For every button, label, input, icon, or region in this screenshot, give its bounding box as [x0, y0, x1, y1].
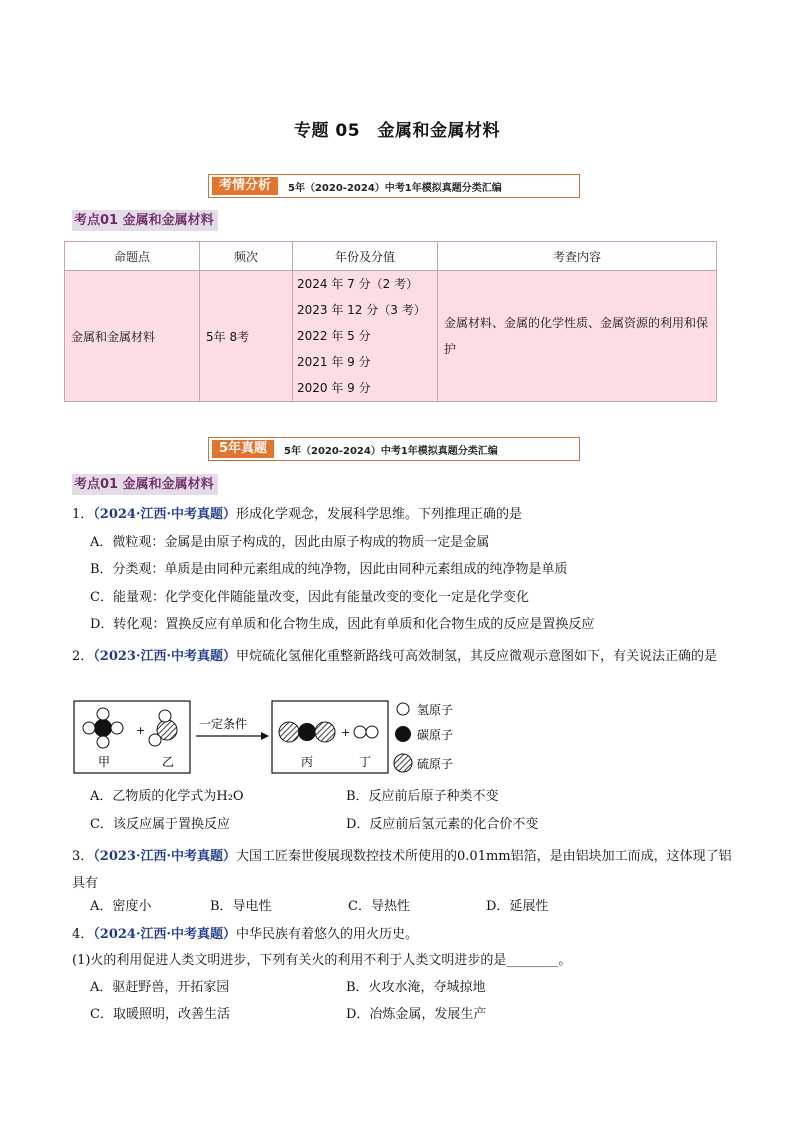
question-source: （2023·江西·中考真题）: [93, 849, 237, 864]
question-3: [72, 843, 732, 897]
question-source: （2024·江西·中考真题）: [93, 927, 237, 942]
plus-sign: +: [341, 726, 351, 739]
legend-hydrogen: 氢原子: [417, 703, 454, 717]
legend-sulfur-icon: [394, 754, 412, 772]
question-1: [72, 506, 732, 524]
reaction-diagram: [73, 700, 473, 776]
banner-tag: 考情分析: [212, 177, 278, 195]
table-cell-years: [293, 271, 438, 402]
year-score: 2020 年 9 分: [297, 381, 371, 395]
option: A．乙物质的化学式为H₂O: [90, 789, 244, 804]
hydrogen-atom: [83, 722, 95, 734]
carbon-atom: [298, 723, 316, 741]
option: D．转化观：置换反应有单质和化合物生成，因此有单质和化合物生成的反应是置换反应: [90, 617, 595, 632]
banner-text: 5年（2020-2024）中考1年模拟真题分类汇编: [284, 445, 498, 457]
analysis-table: [64, 241, 717, 402]
hydrogen-atom: [97, 708, 109, 720]
option: C．取暖照明，改善生活: [90, 1007, 230, 1022]
label-ding: 丁: [359, 755, 372, 769]
table-header-row: [65, 242, 717, 271]
table-header: 考查内容: [438, 242, 717, 271]
legend-carbon: 碳原子: [417, 728, 454, 742]
option: A．微粒观：金属是由原子构成的，因此由原子构成的物质一定是金属: [90, 535, 490, 550]
hydrogen-atom: [111, 722, 123, 734]
question-stem: 中华民族有着悠久的用火历史。: [236, 927, 419, 942]
hydrogen-atom: [354, 726, 366, 738]
section-heading: 考点01 金属和金属材料: [72, 474, 218, 495]
year-score: 2022 年 5 分: [297, 329, 371, 343]
year-score: 2021 年 9 分: [297, 355, 371, 369]
option: B．分类观：单质是由同种元素组成的纯净物，因此由同种元素组成的纯净物是单质: [90, 562, 568, 577]
question-stem: 形成化学观念，发展科学思维。下列推理正确的是: [236, 507, 523, 522]
hydrogen-atom: [97, 736, 109, 748]
question-stem: 大国工匠秦世俊展现数控技术所使用的0.01mm铝箔，是由铝块加工而成，这体现了铝具有: [72, 849, 732, 891]
banner-text: 5年（2020-2024）中考1年模拟真题分类汇编: [288, 182, 502, 194]
option: D．延展性: [486, 899, 549, 914]
question-source: （2023·江西·中考真题）: [93, 649, 237, 664]
question-4: [72, 926, 732, 944]
option: B．反应前后原子种类不变: [346, 789, 499, 804]
legend-sulfur: 硫原子: [417, 757, 454, 771]
legend-carbon-icon: [395, 726, 411, 742]
sulfur-atom: [279, 722, 299, 742]
question-number: 3．: [72, 849, 94, 864]
question-2: [72, 643, 732, 670]
page-title: 专题 05 金属和金属材料: [293, 121, 501, 141]
table-header: 年份及分值: [293, 242, 438, 271]
option: D．冶炼金属，发展生产: [346, 1007, 487, 1022]
sulfur-atom: [315, 722, 335, 742]
question-number: 4．: [72, 927, 94, 942]
plus-sign: +: [136, 724, 146, 737]
option: D．反应前后氢元素的化合价不变: [346, 817, 539, 832]
hydrogen-atom: [366, 726, 378, 738]
label-bing: 丙: [301, 755, 314, 769]
section-heading: 考点01 金属和金属材料: [72, 210, 218, 231]
sub-question: (1)火的利用促进人类文明进步，下列有关火的利用不利于人类文明进步的是________。: [72, 953, 572, 968]
option: C．能量观：化学变化伴随能量改变，因此有能量改变的变化一定是化学变化: [90, 590, 529, 605]
carbon-atom: [94, 719, 112, 737]
question-source: （2024·江西·中考真题）: [93, 507, 237, 522]
arrow-head: [261, 732, 269, 740]
table-header: 命题点: [65, 242, 200, 271]
question-stem: 甲烷硫化氢催化重整新路线可高效制氢，其反应微观示意图如下，有关说法正确的是: [236, 649, 718, 664]
banner-analysis: [208, 174, 580, 198]
banner-real-exam: [208, 437, 580, 461]
option: B．火攻水淹，夺城掠地: [346, 980, 486, 995]
table-header: 频次: [200, 242, 293, 271]
table-row: [65, 271, 717, 402]
option: B．导电性: [210, 899, 272, 914]
legend-hydrogen-icon: [397, 703, 409, 715]
hydrogen-atom: [159, 710, 171, 722]
year-score: 2023 年 12 分（3 考）: [297, 303, 426, 317]
option: C．该反应属于置换反应: [90, 817, 230, 832]
question-number: 2．: [72, 649, 94, 664]
hydrogen-atom: [149, 734, 161, 746]
table-cell-topic: 金属和金属材料: [65, 271, 200, 402]
option: A．驱赶野兽，开拓家园: [90, 980, 230, 995]
reaction-condition: 一定条件: [199, 717, 248, 731]
option: C．导热性: [348, 899, 410, 914]
label-yi: 乙: [162, 755, 175, 769]
year-score: 2024 年 7 分（2 考）: [297, 277, 419, 291]
question-number: 1．: [72, 507, 94, 522]
banner-tag: 5年真题: [212, 440, 274, 458]
table-cell-content: 金属材料、金属的化学性质、金属资源的利用和保护: [438, 271, 717, 402]
label-jia: 甲: [98, 755, 111, 769]
option: A．密度小: [90, 899, 152, 914]
table-cell-frequency: 5年 8考: [200, 271, 293, 402]
